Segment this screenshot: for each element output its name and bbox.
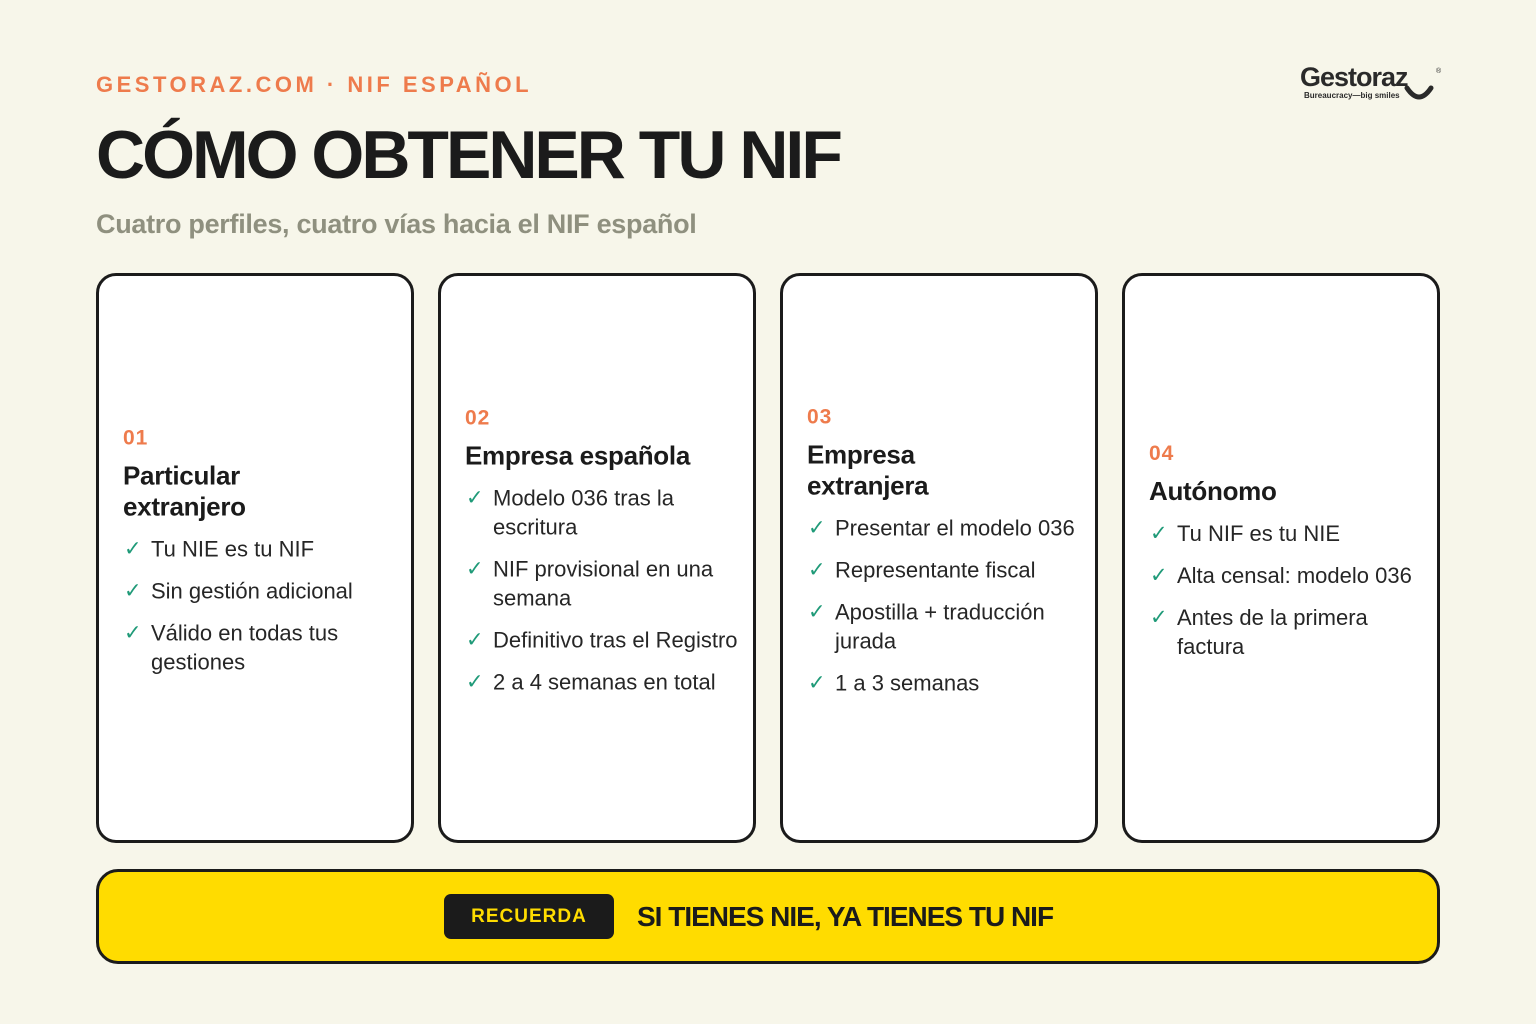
check-icon: ✓ — [1150, 521, 1168, 545]
checklist-item-text: Representante fiscal — [835, 557, 1036, 583]
checklist-item — [123, 577, 397, 606]
check-icon: ✓ — [466, 627, 484, 652]
page-subtitle: Cuatro perfiles, cuatro vías hacia el NIF español — [96, 209, 697, 239]
check-icon: ✓ — [808, 515, 826, 540]
check-icon: ✓ — [1150, 605, 1168, 629]
reminder-banner — [96, 869, 1440, 964]
checklist-item-text: Apostilla + traducción jurada — [835, 599, 1045, 654]
checklist-item — [465, 668, 739, 697]
checklist-item — [807, 598, 1081, 656]
profile-card — [780, 273, 1098, 843]
checklist-item-text: 1 a 3 semanas — [835, 670, 980, 696]
card-number: 01 — [123, 426, 149, 450]
brand-logo[interactable] — [1300, 62, 1442, 108]
check-icon: ✓ — [124, 536, 142, 561]
card-content — [465, 407, 739, 710]
checklist-item — [807, 669, 1081, 698]
card-content — [123, 427, 397, 690]
card-title: Empresa española — [465, 440, 690, 471]
checklist-item — [465, 484, 739, 542]
logo-wordmark: Gestoraz — [1300, 62, 1408, 92]
profile-card — [1122, 273, 1440, 843]
card-number: 03 — [807, 405, 833, 429]
checklist-item-text: 2 a 4 semanas en total — [493, 669, 716, 695]
card-checklist — [807, 514, 1081, 698]
card-checklist — [1149, 519, 1423, 661]
checklist-item — [465, 555, 739, 613]
check-icon: ✓ — [466, 669, 484, 694]
profile-card — [438, 273, 756, 843]
checklist-item-text: Válido en todas tus gestiones — [151, 620, 339, 675]
card-title: Empresa extranjera — [807, 439, 929, 501]
check-icon: ✓ — [808, 557, 826, 582]
card-title: Autónomo — [1149, 476, 1277, 506]
card-checklist — [123, 535, 397, 677]
checklist-item — [1149, 603, 1423, 661]
card-checklist — [465, 484, 739, 697]
logo-tagline: Bureaucracy—big smiles — [1304, 91, 1400, 100]
smile-icon — [1404, 84, 1434, 104]
check-icon: ✓ — [124, 620, 142, 645]
check-icon: ✓ — [124, 578, 142, 603]
card-content — [1149, 442, 1423, 674]
card-number: 02 — [465, 406, 491, 430]
checklist-item-text: Modelo 036 tras la escritura — [493, 485, 674, 540]
checklist-item-text: Sin gestión adicional — [151, 578, 353, 604]
checklist-item-text: Alta censal: modelo 036 — [1177, 563, 1412, 588]
check-icon: ✓ — [466, 556, 484, 581]
checklist-item — [1149, 561, 1423, 590]
reminder-badge: RECUERDA — [444, 894, 614, 939]
card-title: Particular extranjero — [123, 460, 246, 522]
check-icon: ✓ — [808, 670, 826, 695]
check-icon: ✓ — [808, 599, 826, 624]
checklist-item — [807, 556, 1081, 585]
page-title: CÓMO OBTENER TU NIF — [96, 117, 840, 193]
logo-registered-mark: ® — [1436, 68, 1442, 75]
checklist-item — [465, 626, 739, 655]
card-content — [807, 406, 1081, 711]
checklist-item-text: Antes de la primera factura — [1177, 605, 1368, 659]
checklist-item — [807, 514, 1081, 543]
card-number: 04 — [1149, 442, 1175, 465]
checklist-item-text: Presentar el modelo 036 — [835, 515, 1075, 541]
checklist-item — [123, 535, 397, 564]
reminder-text: SI TIENES NIE, YA TIENES TU NIF — [637, 901, 1054, 932]
checklist-item-text: Tu NIE es tu NIF — [151, 536, 315, 562]
check-icon: ✓ — [466, 485, 484, 510]
checklist-item — [1149, 519, 1423, 548]
checklist-item-text: Tu NIF es tu NIE — [1177, 521, 1341, 546]
check-icon: ✓ — [1150, 563, 1168, 587]
checklist-item — [123, 619, 397, 677]
checklist-item-text: NIF provisional en una semana — [493, 556, 714, 611]
eyebrow-label: GESTORAZ.COM · NIF ESPAÑOL — [96, 72, 533, 97]
profile-cards — [96, 273, 1440, 843]
checklist-item-text: Definitivo tras el Registro — [493, 627, 738, 653]
profile-card — [96, 273, 414, 843]
